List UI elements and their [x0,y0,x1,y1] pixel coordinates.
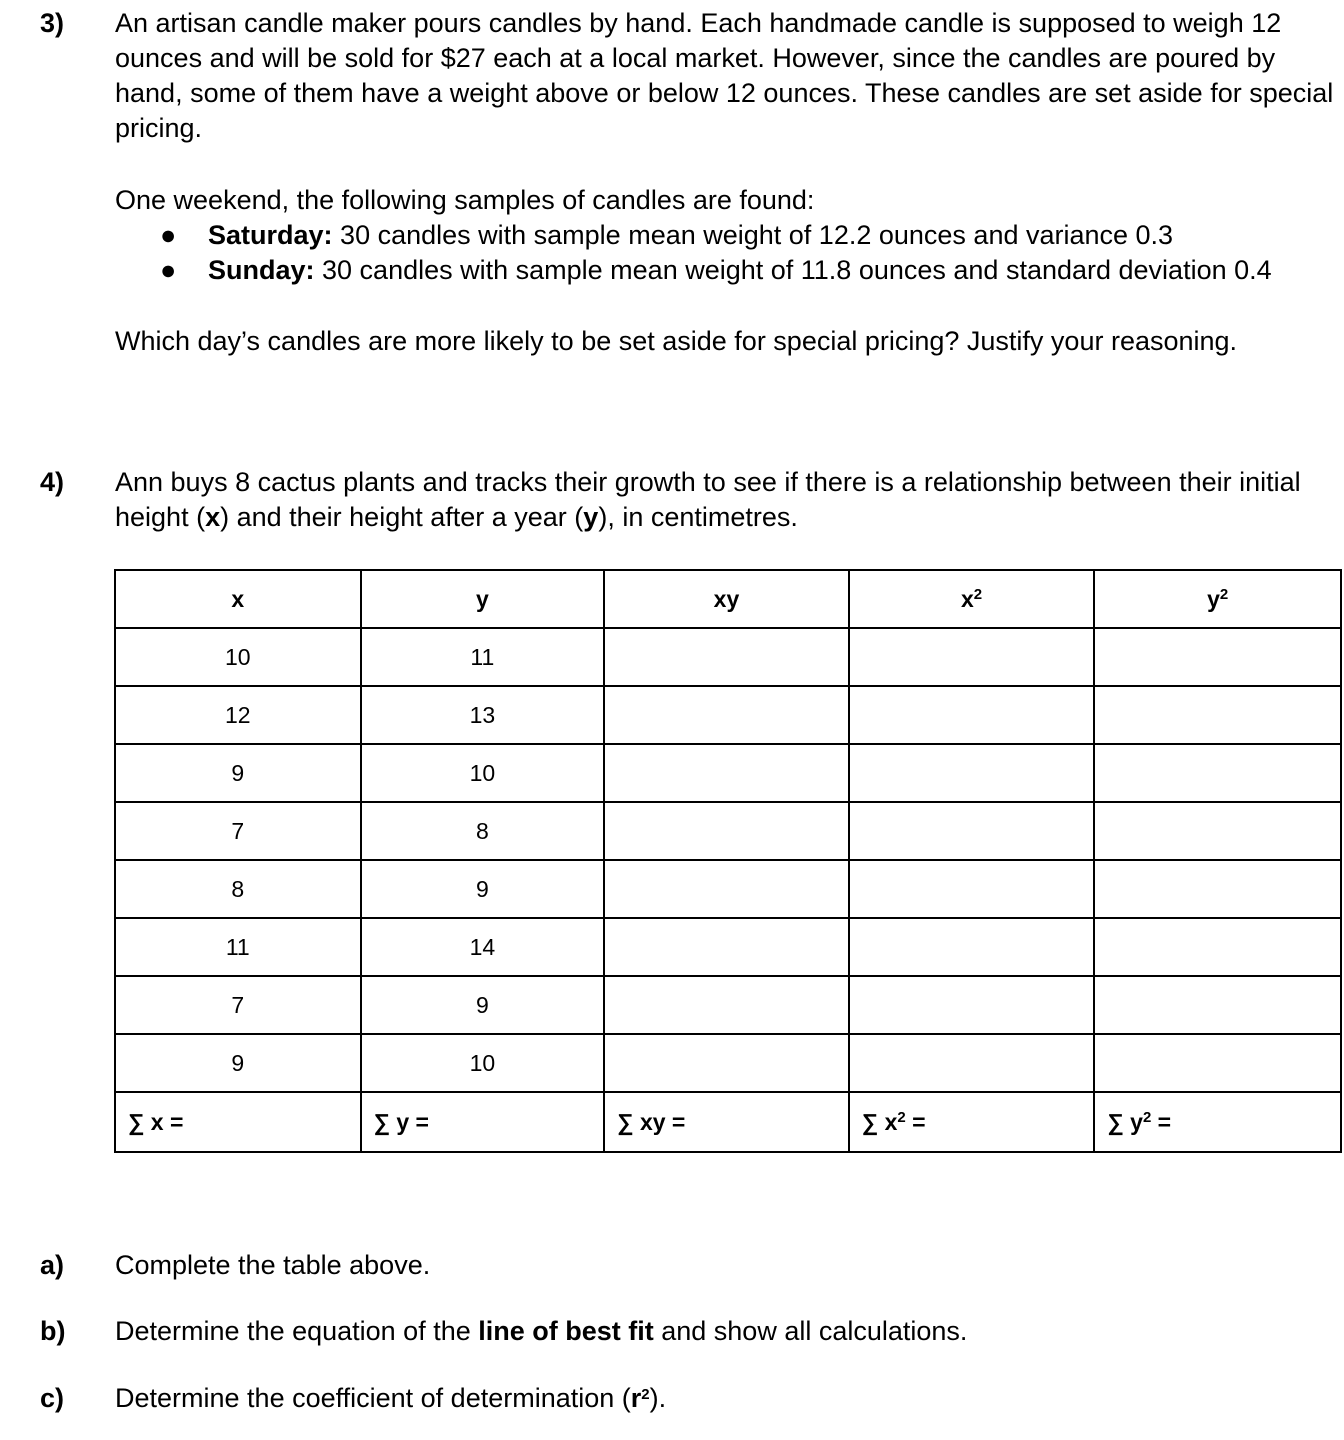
cell-y: 9 [361,976,605,1034]
header-x-squared [849,570,1095,628]
cell-y: 10 [361,744,605,802]
question-3-prompt: Which day’s candles are more likely to be set aside for special pricing? Justify your reasoning. [115,326,1238,356]
part-b-bold: line of best fit [478,1316,654,1346]
question-4-number: 4) [40,467,65,497]
part-c-label: c) [40,1383,65,1413]
cell-xy[interactable] [604,744,849,802]
table-row [115,628,1341,686]
part-c-post: ). [649,1383,667,1413]
cell-y2[interactable] [1094,744,1341,802]
question-3-number: 3) [40,8,65,38]
table-row [115,686,1341,744]
cell-x: 8 [115,860,361,918]
cell-x: 12 [115,686,361,744]
sum-x-squared[interactable] [849,1092,1095,1152]
cell-x2[interactable] [849,744,1095,802]
header-y-squared [1094,570,1341,628]
header-y2-sup: 2 [1219,585,1229,603]
cell-xy[interactable] [604,976,849,1034]
part-b-post: and show all calculations. [653,1316,968,1346]
cell-y: 14 [361,918,605,976]
sum-xy[interactable]: ∑ xy = [604,1092,849,1152]
cell-xy[interactable] [604,1034,849,1092]
cell-y2[interactable] [1094,1034,1341,1092]
cell-xy[interactable] [604,802,849,860]
cell-x2[interactable] [849,686,1095,744]
header-y: y [361,570,605,628]
cell-y2[interactable] [1094,628,1341,686]
sum-x2-eq: = [905,1108,926,1135]
cell-x: 7 [115,976,361,1034]
part-c-r: r [630,1383,642,1413]
cell-x2[interactable] [849,976,1095,1034]
cell-y2[interactable] [1094,918,1341,976]
cell-y: 11 [361,628,605,686]
growth-table [114,569,1342,1153]
sunday-text: 30 candles with sample mean weight of 11.8 ounces and standard deviation 0.4 [314,255,1272,285]
header-xy: xy [604,570,849,628]
cell-x2[interactable] [849,802,1095,860]
cell-x2[interactable] [849,860,1095,918]
saturday-text: 30 candles with sample mean weight of 12.2 ounces and variance 0.3 [332,220,1174,250]
sum-y-squared[interactable] [1094,1092,1341,1152]
saturday-label: Saturday: [208,220,333,250]
intro-x: x [205,502,221,532]
intro-part-3: ), in centimetres. [598,502,798,532]
part-c-sup: 2 [641,1386,650,1403]
header-x: x [115,570,361,628]
cell-xy[interactable] [604,628,849,686]
sum-x[interactable]: ∑ x = [115,1092,361,1152]
cell-y2[interactable] [1094,686,1341,744]
sum-x2-base: ∑ x [861,1108,898,1135]
cell-x: 9 [115,744,361,802]
table-sum-row [115,1092,1341,1152]
cell-x: 10 [115,628,361,686]
part-c-text [115,1381,1340,1416]
header-x2-base: x [961,585,974,612]
bullet-icon: ● [160,220,177,250]
intro-part-1: Ann buys 8 cactus plants and tracks their growth to see if there is a relationship between their initial height ( [115,467,1301,532]
part-b-label: b) [40,1316,66,1346]
list-item-sunday [160,253,1344,288]
cell-y2[interactable] [1094,976,1341,1034]
list-item-saturday [160,218,1344,253]
cell-x: 9 [115,1034,361,1092]
part-b-text [115,1314,1340,1349]
sum-y2-base: ∑ y [1107,1108,1143,1135]
cell-x2[interactable] [849,1034,1095,1092]
question-4-intro [115,465,1340,535]
cell-xy[interactable] [604,686,849,744]
part-a-text: Complete the table above. [115,1250,431,1280]
sunday-label: Sunday: [208,255,315,285]
cell-xy[interactable] [604,860,849,918]
intro-y: y [583,502,599,532]
table-row [115,802,1341,860]
bullet-icon: ● [160,255,177,285]
sum-y[interactable]: ∑ y = [361,1092,605,1152]
cell-y: 9 [361,860,605,918]
cell-y2[interactable] [1094,802,1341,860]
header-y2-base: y [1207,585,1220,612]
table-row [115,744,1341,802]
cell-x2[interactable] [849,918,1095,976]
sum-x2-sup: 2 [897,1108,906,1126]
intro-part-2: ) and their height after a year ( [220,502,584,532]
header-x2-sup: 2 [973,585,983,603]
table-row [115,860,1341,918]
cell-y2[interactable] [1094,860,1341,918]
question-3-samples-lead: One weekend, the following samples of candles are found: [115,185,815,215]
cell-x2[interactable] [849,628,1095,686]
sample-list [160,218,1344,288]
cell-y: 10 [361,1034,605,1092]
part-b-pre: Determine the equation of the [115,1316,479,1346]
question-3-intro: An artisan candle maker pours candles by hand. Each handmade candle is supposed to weigh 12 ounces and will be sold for $27 each at a local market. However, since the candles are poured by hand, some of them have a weight above or below 12 ounces. These candles are set aside for special pricing. [115,8,1334,143]
cell-y: 13 [361,686,605,744]
cell-x: 11 [115,918,361,976]
part-a-label: a) [40,1250,65,1280]
cell-xy[interactable] [604,918,849,976]
part-c-pre: Determine the coefficient of determination ( [115,1383,631,1413]
cell-x: 7 [115,802,361,860]
cell-y: 8 [361,802,605,860]
sum-y2-eq: = [1151,1108,1172,1135]
table-row [115,976,1341,1034]
table-row [115,1034,1341,1092]
sum-y2-sup: 2 [1142,1108,1152,1126]
table-row [115,918,1341,976]
table-header-row [115,570,1341,628]
